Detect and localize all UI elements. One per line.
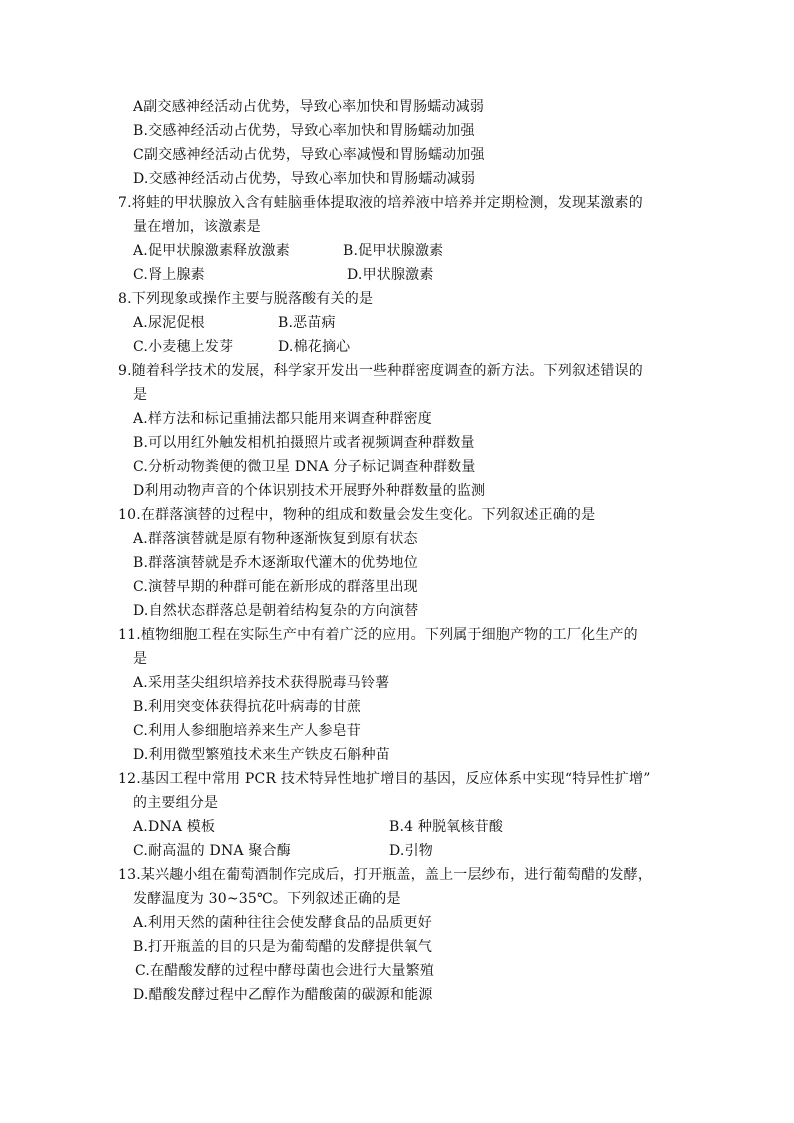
q10-option-d: D.自然状态群落总是朝着结构复杂的方向演替	[133, 603, 419, 619]
q7-stem-line-2: 量在增加，该激素是	[133, 219, 261, 235]
q11-option-d: D.利用微型繁殖技术来生产铁皮石斛种苗	[133, 747, 390, 763]
q11-stem-line-2: 是	[133, 651, 148, 667]
q6-option-c: C副交感神经活动占优势，导致心率减慢和胃肠蠕动加强	[133, 147, 485, 163]
q10-option-b: B.群落演替就是乔木逐渐取代灌木的优势地位	[133, 555, 418, 571]
q13-stem-line-1: 13.某兴趣小组在葡萄酒制作完成后，打开瓶盖，盖上一层纱布，进行葡萄醋的发酵，	[118, 867, 653, 883]
q9-stem-line-2: 是	[133, 387, 148, 403]
q11-option-c: C.利用人参细胞培养来生产人参皂苷	[133, 723, 362, 739]
q7-option-a: A.促甲状腺激素释放激素	[133, 243, 290, 259]
q13-option-c: C.在醋酸发酵的过程中酵母菌也会进行大量繁殖	[135, 963, 435, 979]
q13-stem-line-2: 发酵温度为 30~35℃。下列叙述正确的是	[133, 891, 401, 907]
q8-option-a: A.尿泥促根	[133, 315, 205, 331]
q12-option-d: D.引物	[389, 843, 433, 859]
q8-option-c: C.小麦穗上发芽	[133, 339, 234, 355]
q9-option-b: B.可以用红外触发相机拍摄照片或者视频调查种群数量	[133, 435, 475, 451]
q12-option-a: A.DNA 模板	[133, 819, 216, 835]
q12-stem-line-2: 的主要组分是	[133, 795, 219, 811]
q13-option-d: D.醋酸发酵过程中乙醇作为醋酸菌的碳源和能源	[133, 987, 433, 1003]
q9-option-d: D利用动物声音的个体识别技术开展野外种群数量的监测	[133, 483, 486, 499]
q7-option-d: D.甲状腺激素	[347, 267, 434, 283]
q9-option-a: A.样方法和标记重捕法都只能用来调查种群密度	[133, 411, 432, 427]
q6-option-b: B.交感神经活动占优势，导致心率加快和胃肠蠕动加强	[133, 123, 475, 139]
q7-stem-line-1: 7.将蛙的甲状腺放入含有蛙脑垂体提取液的培养液中培养并定期检测，发现某激素的	[118, 195, 643, 211]
q12-stem-line-1: 12.基因工程中常用 PCR 技术特异性地扩增目的基因，反应体系中实现“特异性扩增”	[118, 771, 651, 787]
q9-option-c: C.分析动物粪便的微卫星 DNA 分子标记调查种群数量	[133, 459, 476, 475]
q12-option-c: C.耐高温的 DNA 聚合酶	[133, 843, 291, 859]
q8-option-d: D.棉花摘心	[278, 339, 351, 355]
q10-option-a: A.群落演替就是原有物种逐渐恢复到原有状态	[133, 531, 418, 547]
q11-option-b: B.利用突变体获得抗花叶病毒的甘蔗	[133, 699, 362, 715]
q13-option-b: B.打开瓶盖的目的只是为葡萄醋的发酵提供氧气	[133, 939, 433, 955]
q9-stem-line-1: 9.随着科学技术的发展，科学家开发出一些种群密度调查的新方法。下列叙述错误的	[118, 363, 643, 379]
q10-option-c: C.演替早期的种群可能在新形成的群落里出现	[133, 579, 418, 595]
q13-option-a: A.利用天然的菌种往往会使发酵食品的品质更好	[133, 915, 432, 931]
q6-option-a: A副交感神经活动占优势，导致心率加快和胃肠蠕动减弱	[133, 99, 485, 115]
q6-option-d: D.交感神经活动占优势，导致心率加快和胃肠蠕动减弱	[133, 171, 476, 187]
q11-stem-line-1: 11.植物细胞工程在实际生产中有着广泛的应用。下列属于细胞产物的工厂化生产的	[118, 627, 638, 643]
q12-option-b: B.4 种脱氧核苷酸	[389, 819, 504, 835]
q11-option-a: A.采用茎尖组织培养技术获得脱毒马铃薯	[133, 675, 390, 691]
q7-option-b: B.促甲状腺激素	[343, 243, 444, 259]
q10-stem: 10.在群落演替的过程中，物种的组成和数量会发生变化。下列叙述正确的是	[118, 507, 596, 523]
q7-option-c: C.肾上腺素	[133, 267, 205, 283]
q8-option-b: B.恶苗病	[278, 315, 336, 331]
q8-stem: 8.下列现象或操作主要与脱落酸有关的是	[118, 291, 374, 307]
